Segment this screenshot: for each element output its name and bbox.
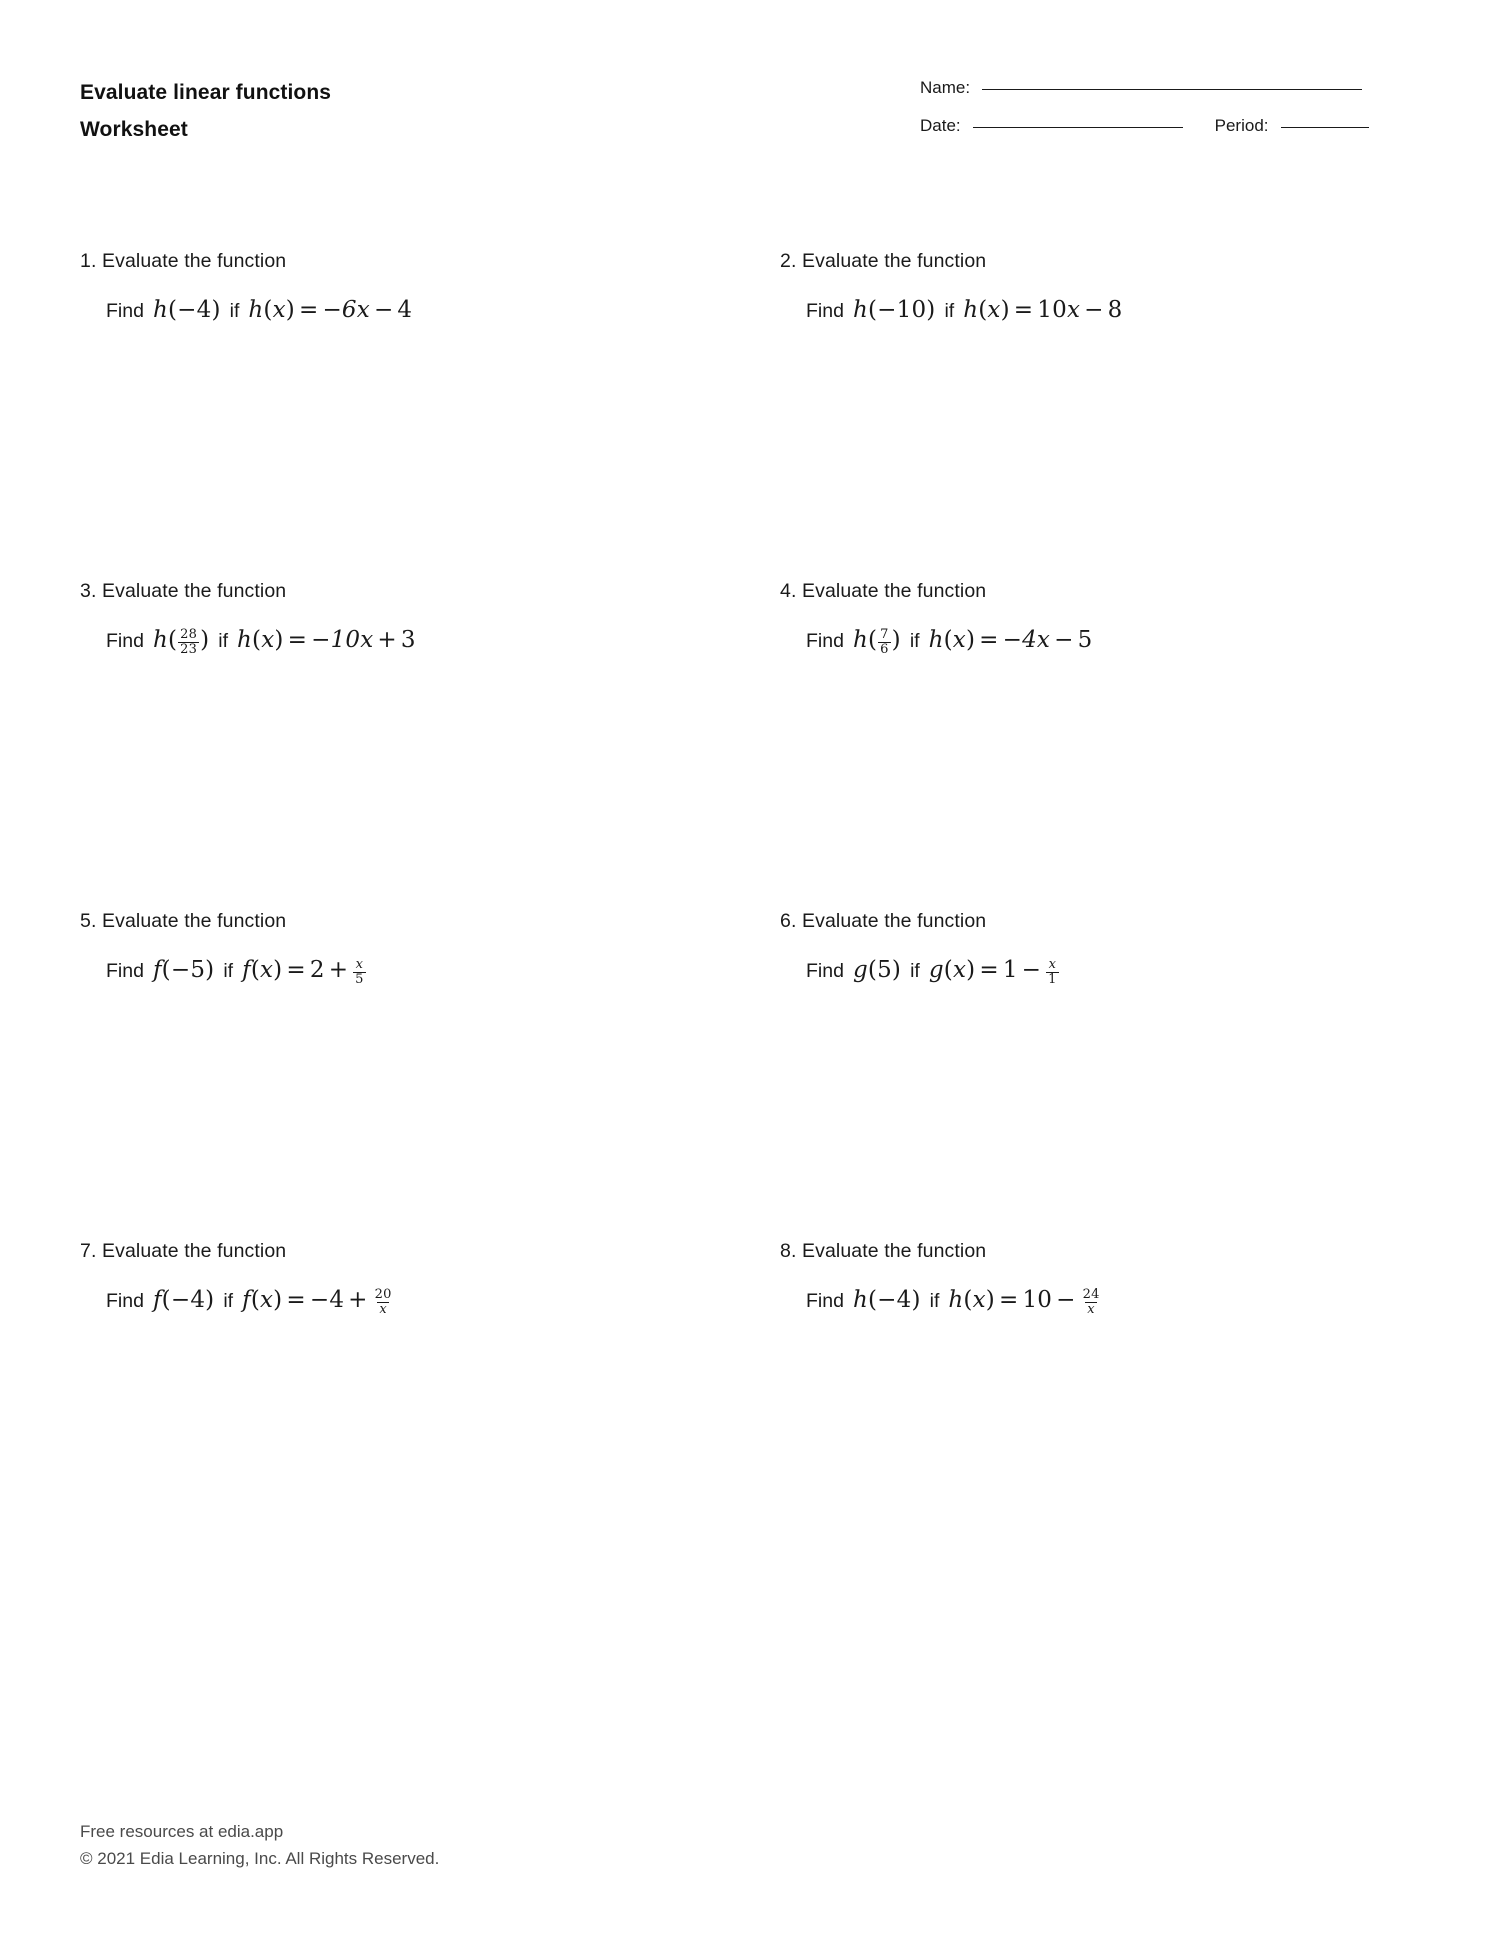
problem-2-find-word: Find [806, 300, 844, 322]
problem-8-heading [780, 1240, 1480, 1263]
problem-3 [80, 580, 780, 910]
problem-5-number: 5. [80, 910, 97, 932]
problem-4-number: 4. [780, 580, 797, 602]
name-label: Name: [920, 78, 971, 97]
problem-8-if-word: if [929, 1290, 940, 1313]
period-label: Period: [1214, 116, 1269, 135]
problem-4-body [806, 627, 1480, 655]
problem-7-find-word: Find [106, 1290, 144, 1313]
problem-2-prompt: Evaluate the function [802, 250, 987, 272]
problem-8-find-word: Find [806, 1290, 844, 1313]
problem-3-definition: h(x) = −10x + 3 [237, 627, 416, 654]
problem-7 [80, 1240, 780, 1570]
problem-5-call: f(−5) [152, 957, 215, 984]
problem-7-number: 7. [80, 1240, 97, 1262]
title-block [80, 70, 331, 149]
problem-6-definition: g(x) = 1 − $\frac{x}{1}$ [928, 957, 1057, 987]
problem-2-call: h(−10) [852, 297, 936, 323]
problem-8-prompt: Evaluate the function [802, 1240, 987, 1262]
problem-2-if-word: if [944, 300, 955, 322]
problem-1-body [106, 297, 780, 323]
problem-1-number: 1. [80, 250, 97, 272]
problem-6-prompt: Evaluate the function [802, 910, 987, 932]
footer-resources-line: Free resources at edia.app [80, 1821, 284, 1841]
problem-3-number: 3. [80, 580, 97, 602]
footer [80, 1818, 439, 1872]
problem-5-prompt: Evaluate the function [102, 910, 287, 932]
problem-5 [80, 910, 780, 1240]
problem-8-number: 8. [780, 1240, 797, 1262]
problem-4-definition: h(x) = −4x − 5 [928, 627, 1093, 654]
problem-4 [780, 580, 1480, 910]
problem-2-body [806, 297, 1480, 323]
problem-1-call: h(−4) [152, 297, 221, 323]
problem-3-if-word: if [218, 630, 229, 653]
problem-5-heading [80, 910, 780, 933]
problem-3-call: h( $\frac{28}{23}$ ) [152, 627, 210, 657]
problem-2 [780, 250, 1480, 580]
period-write-line[interactable] [1281, 126, 1369, 128]
problem-5-if-word: if [223, 960, 234, 983]
problem-8 [780, 1240, 1480, 1570]
problem-2-number: 2. [780, 250, 797, 272]
page-title: Evaluate linear functions [80, 81, 332, 104]
problem-6 [780, 910, 1480, 1240]
date-write-line[interactable] [973, 126, 1183, 128]
problem-7-if-word: if [223, 1290, 234, 1313]
problem-6-call: g(5) [852, 957, 902, 984]
footer-copyright-line: © 2021 Edia Learning, Inc. All Rights Reserved. [80, 1848, 440, 1868]
problem-6-heading [780, 910, 1480, 933]
problem-6-number: 6. [780, 910, 797, 932]
problem-1 [80, 250, 780, 580]
date-period-row [920, 116, 1420, 136]
problem-3-prompt: Evaluate the function [102, 580, 287, 602]
problem-4-prompt: Evaluate the function [802, 580, 987, 602]
name-row [920, 78, 1420, 98]
problem-1-heading [80, 250, 780, 273]
problem-3-heading [80, 580, 780, 603]
problem-4-find-word: Find [806, 630, 844, 653]
problem-7-heading [80, 1240, 780, 1263]
worksheet-header [80, 70, 1420, 154]
problem-4-heading [780, 580, 1480, 603]
problem-5-body [106, 957, 780, 985]
problem-8-call: h(−4) [852, 1287, 921, 1314]
problem-7-definition: f(x) = −4 + $\frac{20}{x}$ [242, 1287, 392, 1317]
problem-6-body [806, 957, 1480, 985]
problem-1-definition: h(x) = −6x − 4 [248, 297, 413, 323]
problem-7-body [106, 1287, 780, 1315]
problem-4-call: h( $\frac{7}{6}$ ) [852, 627, 901, 657]
problem-3-body [106, 627, 780, 655]
problem-1-find-word: Find [106, 300, 144, 322]
problem-7-prompt: Evaluate the function [102, 1240, 287, 1262]
problem-8-definition: h(x) = 10 − $\frac{24}{x}$ [948, 1287, 1100, 1317]
name-write-line[interactable] [982, 88, 1362, 90]
problem-5-find-word: Find [106, 960, 144, 983]
problems-grid [80, 250, 1420, 1570]
problem-2-heading [780, 250, 1480, 273]
problem-8-body [806, 1287, 1480, 1315]
problem-6-find-word: Find [806, 960, 844, 983]
page-subtitle: Worksheet [80, 117, 188, 141]
problem-5-definition: f(x) = 2 + $\frac{x}{5}$ [242, 957, 364, 987]
problem-4-if-word: if [909, 630, 920, 653]
student-info-block [920, 70, 1420, 154]
problem-3-find-word: Find [106, 630, 144, 653]
problem-7-call: f(−4) [152, 1287, 215, 1314]
problem-1-prompt: Evaluate the function [102, 250, 287, 272]
problem-6-if-word: if [910, 960, 920, 983]
problem-1-if-word: if [229, 300, 240, 322]
problem-2-definition: h(x) = 10x − 8 [963, 297, 1123, 323]
date-label: Date: [920, 116, 961, 135]
